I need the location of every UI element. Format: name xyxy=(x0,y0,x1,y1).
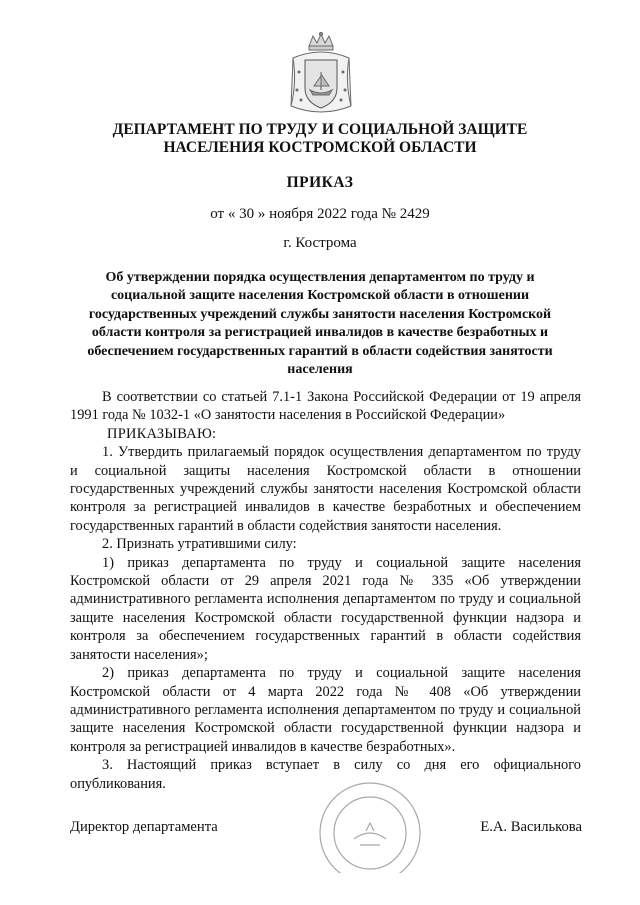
official-seal-icon xyxy=(310,773,430,873)
item-1-paragraph: 1. Утвердить прилагаемый порядок осуществления департаментом по труду и социальной защиты населения Костромской области в отношении государственных учреждений службы занятости населения Костромской области контроля за регистрацией инвалидов в качестве безработных и обеспечением государственных гарантий в области содействия занятости населения. xyxy=(70,444,581,534)
signatory-name: Е.А. Василькова xyxy=(480,819,582,835)
document-type: ПРИКАЗ xyxy=(286,174,354,191)
item-2-2-paragraph: 2) приказ департамента по труду и социальной защите населения Костромской области от 4 марта 2022 года № 408 «Об утверждении административного регламента исполнения департаментом по труду и социальной защите населения Костромской области государственной функции надзора и контроля за регистрацией инвалидов в качестве безработных». xyxy=(70,665,581,755)
item-2-1-paragraph: 1) приказ департамента по труду и социальной защите населения Костромской области от 29 апреля 2021 года № 335 «Об утверждении административного регламента исполнения департаментом по труду и социальной защите населения Костромской области государственной функции надзора и контроля за обеспечением государственных гарантий в области содействия занятости населения»; xyxy=(70,554,581,663)
order-city: г. Кострома xyxy=(283,235,357,251)
order-subject: Об утверждении порядка осуществления департаментом по труду и социальной защите населения Костромской области в отношении государственных учреждений службы занятости населения Костромской области контроля за регистрацией инвалидов в качестве безработных и обеспечением государственных гарантий в области содействия занятости населения xyxy=(87,270,553,378)
department-title-line2: НАСЕЛЕНИЯ КОСТРОМСКОЙ ОБЛАСТИ xyxy=(163,139,477,156)
command-line: ПРИКАЗЫВАЮ: xyxy=(107,425,217,442)
department-title-line1: ДЕПАРТАМЕНТ ПО ТРУДУ И СОЦИАЛЬНОЙ ЗАЩИТЕ xyxy=(112,121,528,138)
order-body xyxy=(70,388,581,793)
coat-of-arms-icon xyxy=(285,32,357,120)
department-title xyxy=(60,121,580,157)
item-2-paragraph: 2. Признать утратившими силу: xyxy=(102,536,297,553)
item-3-paragraph: 3. Настоящий приказ вступает в силу со дня его официального опубликования. xyxy=(70,757,581,792)
preamble-paragraph: В соответствии со статьей 7.1-1 Закона Российской Федерации от 19 апреля 1991 года № 1032-1 «О занятости населения в Российской Федерации» xyxy=(70,389,581,424)
signatory-position: Директор департамента xyxy=(70,819,218,835)
order-date-number: от « 30 » ноября 2022 года № 2429 xyxy=(210,206,430,222)
